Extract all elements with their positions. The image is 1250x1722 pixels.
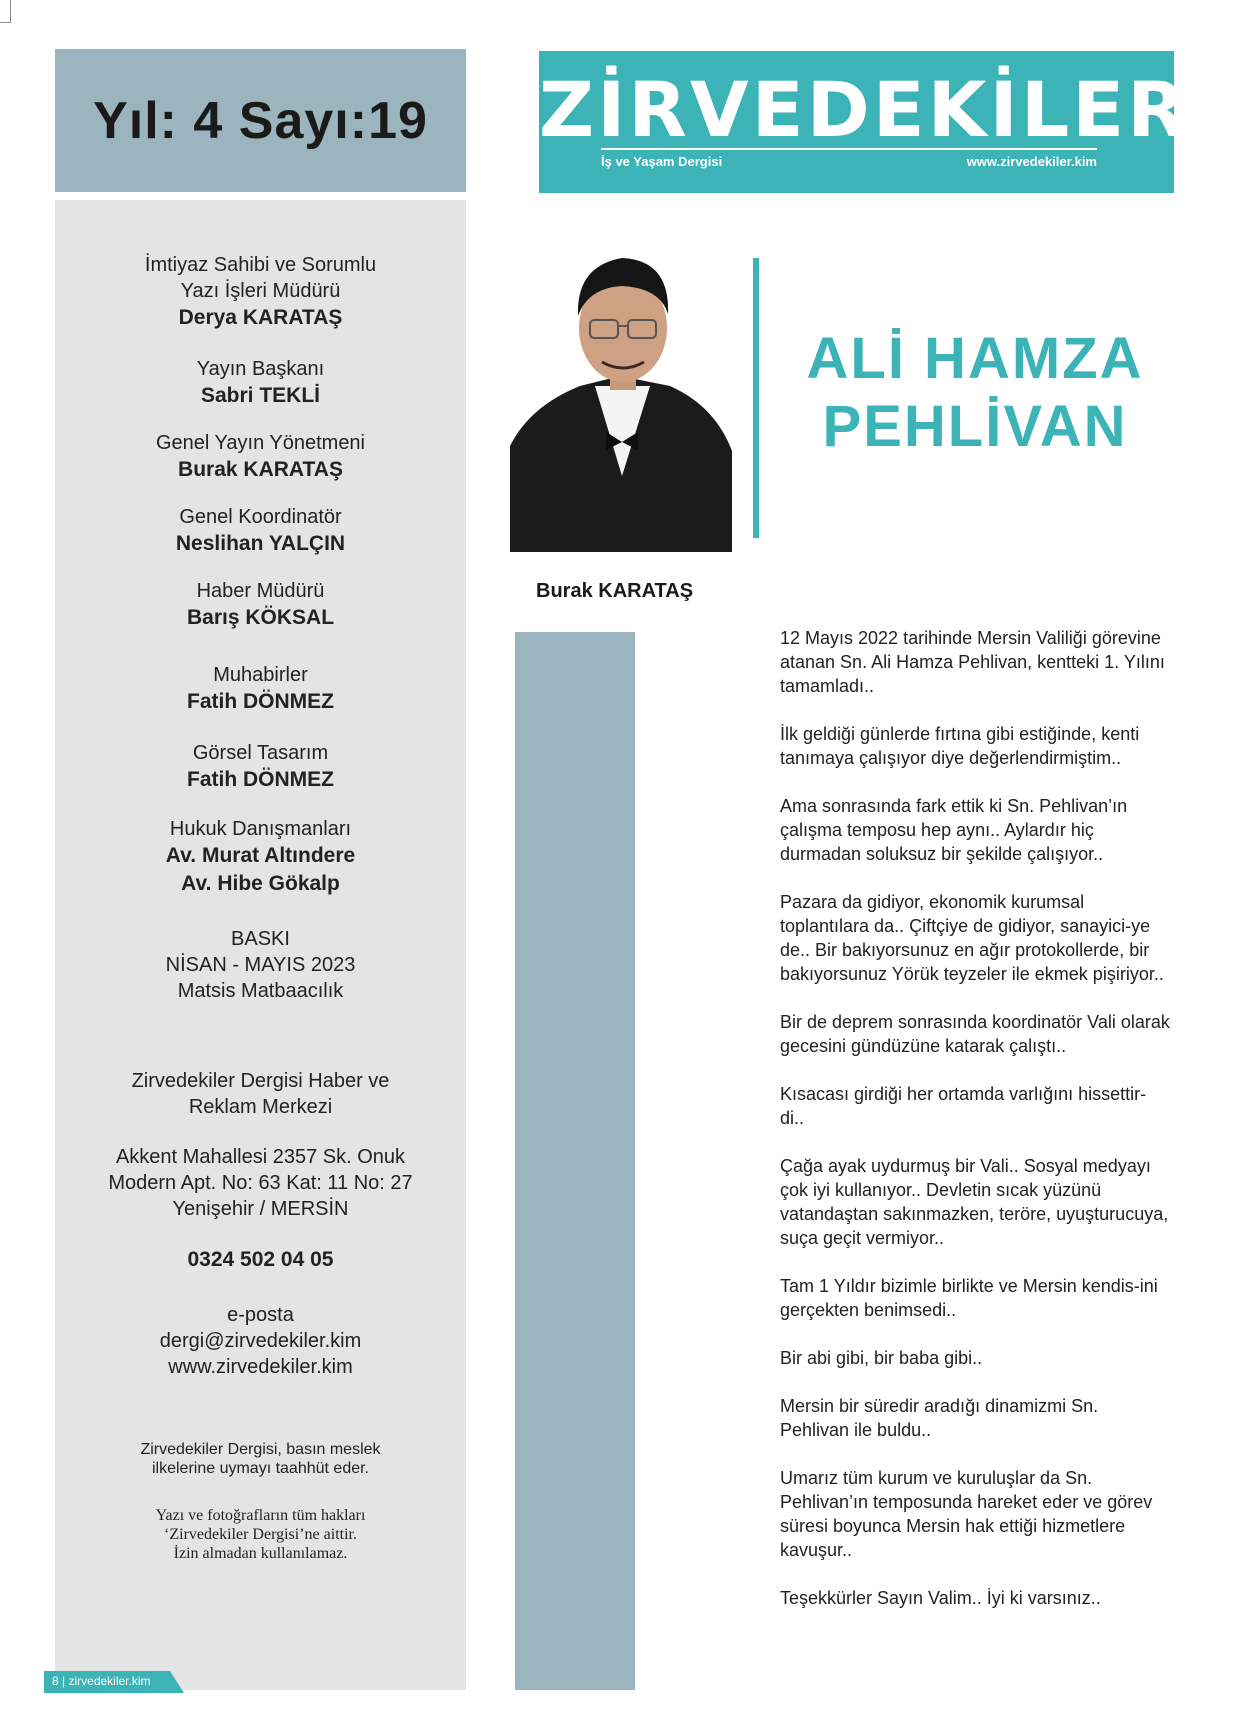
website-link[interactable]: www.zirvedekiler.kim xyxy=(168,1356,353,1378)
credit-name: Barış KÖKSAL xyxy=(186,606,335,629)
masthead-website[interactable]: www.zirvedekiler.kim xyxy=(966,154,1097,169)
crop-mark xyxy=(0,0,11,23)
address-line: Akkent Mahallesi 2357 Sk. Onuk xyxy=(115,1146,406,1168)
credit-editor-in-chief xyxy=(55,430,466,484)
credit-name: Av. Murat Altındere xyxy=(165,844,356,867)
credit-role: Hukuk Danışmanları xyxy=(169,818,352,840)
credit-news-director xyxy=(55,578,466,632)
credit-name: Av. Hibe Gökalp xyxy=(181,872,340,895)
footer-separator: | xyxy=(62,1674,69,1688)
article-paragraph: Mersin bir süredir aradığı dinamizmi Sn. Pehlivan ile buldu.. xyxy=(780,1396,1099,1440)
email-label: e-posta xyxy=(227,1304,294,1326)
office-title-line: Zirvedekiler Dergisi Haber ve xyxy=(131,1070,390,1092)
credit-role: Yayın Başkanı xyxy=(196,358,325,380)
headline-line: ALİ HAMZA xyxy=(806,326,1144,391)
article-paragraph: Bir abi gibi, bir baba gibi.. xyxy=(780,1348,983,1368)
footer-text xyxy=(52,1674,151,1688)
issue-label: Yıl: 4 Sayı:19 xyxy=(93,91,428,150)
email-link[interactable]: dergi@zirvedekiler.kim xyxy=(159,1330,362,1352)
credit-name: Neslihan YALÇIN xyxy=(175,532,346,555)
article-paragraph: Umarız tüm kurum ve kuruluşlar da Sn. Pehlivan’ın temposunda hareket eder ve görev süresi boyunca Mersin hak ettiği hizmetlere kavuşur.. xyxy=(780,1468,1153,1560)
credit-role: Genel Koordinatör xyxy=(179,506,342,528)
masthead-tagline: İş ve Yaşam Dergisi xyxy=(601,154,723,169)
print-label: BASKI xyxy=(231,928,290,950)
credit-name: Fatih DÖNMEZ xyxy=(187,768,334,791)
notice-line: Zirvedekiler Dergisi, basın meslek xyxy=(140,1441,381,1458)
ethics-notice xyxy=(55,1440,466,1478)
article-paragraph: Kısacası girdiği her ortamda varlığını hissettir-di.. xyxy=(780,1084,1147,1128)
article-paragraph: Ama sonrasında fark ettik ki Sn. Pehlivan’ın çalışma temposu hep aynı.. Aylardır hiç durmadan soluksuz bir şekilde çalışıyor.. xyxy=(780,796,1128,864)
credit-role: Muhabirler xyxy=(213,664,308,686)
credit-role: İmtiyaz Sahibi ve Sorumlu xyxy=(144,254,377,276)
notice-line: Yazı ve fotoğrafların tüm hakları xyxy=(155,1507,366,1524)
article-paragraph: Çağa ayak uydurmuş bir Vali.. Sosyal medyayı çok iyi kullanıyor.. Devletin sıcak yüzünü vatandaştan sakınmazken, teröre, uyuşturucuya, suça geçit vermiyor.. xyxy=(780,1156,1169,1248)
credit-coordinator xyxy=(55,504,466,558)
article-paragraph: Bir de deprem sonrasında koordinatör Vali olarak gecesini gündüzüne katarak çalıştı.. xyxy=(780,1012,1170,1056)
article-paragraph: İlk geldiği günlerde fırtına gibi estiğinde, kenti tanımaya çalışıyor diye değerlendirmiştim.. xyxy=(780,724,1140,768)
article-body xyxy=(780,626,1170,1634)
imprint-sidebar xyxy=(55,200,466,1690)
credit-visual-design xyxy=(55,740,466,794)
portrait-illustration xyxy=(510,236,732,552)
notice-line: İzin almadan kullanılamaz. xyxy=(173,1545,348,1562)
credit-name: Sabri TEKLİ xyxy=(200,384,321,407)
headline-line: PEHLİVAN xyxy=(822,394,1128,459)
article-paragraph: 12 Mayıs 2022 tarihinde Mersin Valiliği görevine atanan Sn. Ali Hamza Pehlivan, kentteki 1. Yılını tamamladı.. xyxy=(780,628,1165,696)
phone-number[interactable]: 0324 502 04 05 xyxy=(187,1248,334,1271)
office-phone xyxy=(55,1246,466,1274)
decorative-bar xyxy=(515,632,635,1690)
article-headline xyxy=(775,325,1175,461)
print-date: NİSAN - MAYIS 2023 xyxy=(165,954,356,976)
portrait-photo xyxy=(510,236,732,552)
notice-line: ilkelerine uymayı taahhüt eder. xyxy=(151,1460,369,1477)
office-title xyxy=(55,1068,466,1120)
credit-role: Haber Müdürü xyxy=(196,580,325,602)
print-info xyxy=(55,926,466,1004)
accent-line xyxy=(753,258,759,538)
page-number: 8 xyxy=(52,1674,59,1688)
article-author: Burak KARATAŞ xyxy=(536,580,694,602)
article-paragraph: Pazara da gidiyor, ekonomik kurumsal toplantılara da.. Çiftçiye de gidiyor, sanayici-ye de.. Bir bakıyorsunuz en ağır protokollerde, bir bakıyorsunuz Yörük teyzeler ile ekmek pişiriyor.. xyxy=(780,892,1164,984)
article-paragraph: Tam 1 Yıldır bizimle birlikte ve Mersin kendis-ini gerçekten benimsedi.. xyxy=(780,1276,1158,1320)
credit-role: Yazı İşleri Müdürü xyxy=(180,280,341,302)
credit-publisher xyxy=(55,356,466,410)
masthead xyxy=(539,51,1189,193)
credit-name: Fatih DÖNMEZ xyxy=(187,690,334,713)
article-paragraph: Teşekkürler Sayın Valim.. İyi ki varsınız.. xyxy=(780,1588,1101,1608)
footer-site[interactable]: zirvedekiler.kim xyxy=(68,1674,151,1688)
credit-owner xyxy=(55,252,466,332)
issue-box xyxy=(55,49,466,192)
credit-name: Derya KARATAŞ xyxy=(178,306,343,329)
credit-legal xyxy=(55,816,466,898)
brand-logo: ZİRVEDEKİLER xyxy=(539,65,1189,154)
credit-role: Görsel Tasarım xyxy=(192,742,329,764)
page-footer-tab xyxy=(44,1671,184,1693)
address-line: Modern Apt. No: 63 Kat: 11 No: 27 xyxy=(108,1172,413,1194)
office-address xyxy=(55,1144,466,1222)
credit-role: Genel Yayın Yönetmeni xyxy=(155,432,366,454)
masthead-subline xyxy=(601,148,1097,169)
rights-notice xyxy=(55,1506,466,1563)
credit-name: Burak KARATAŞ xyxy=(178,458,343,481)
office-title-line: Reklam Merkezi xyxy=(188,1096,333,1118)
credit-reporters xyxy=(55,662,466,716)
office-contact xyxy=(55,1302,466,1380)
printer-name: Matsis Matbaacılık xyxy=(177,980,344,1002)
notice-line: ‘Zirvedekiler Dergisi’ne aittir. xyxy=(164,1526,357,1543)
address-line: Yenişehir / MERSİN xyxy=(172,1198,349,1220)
